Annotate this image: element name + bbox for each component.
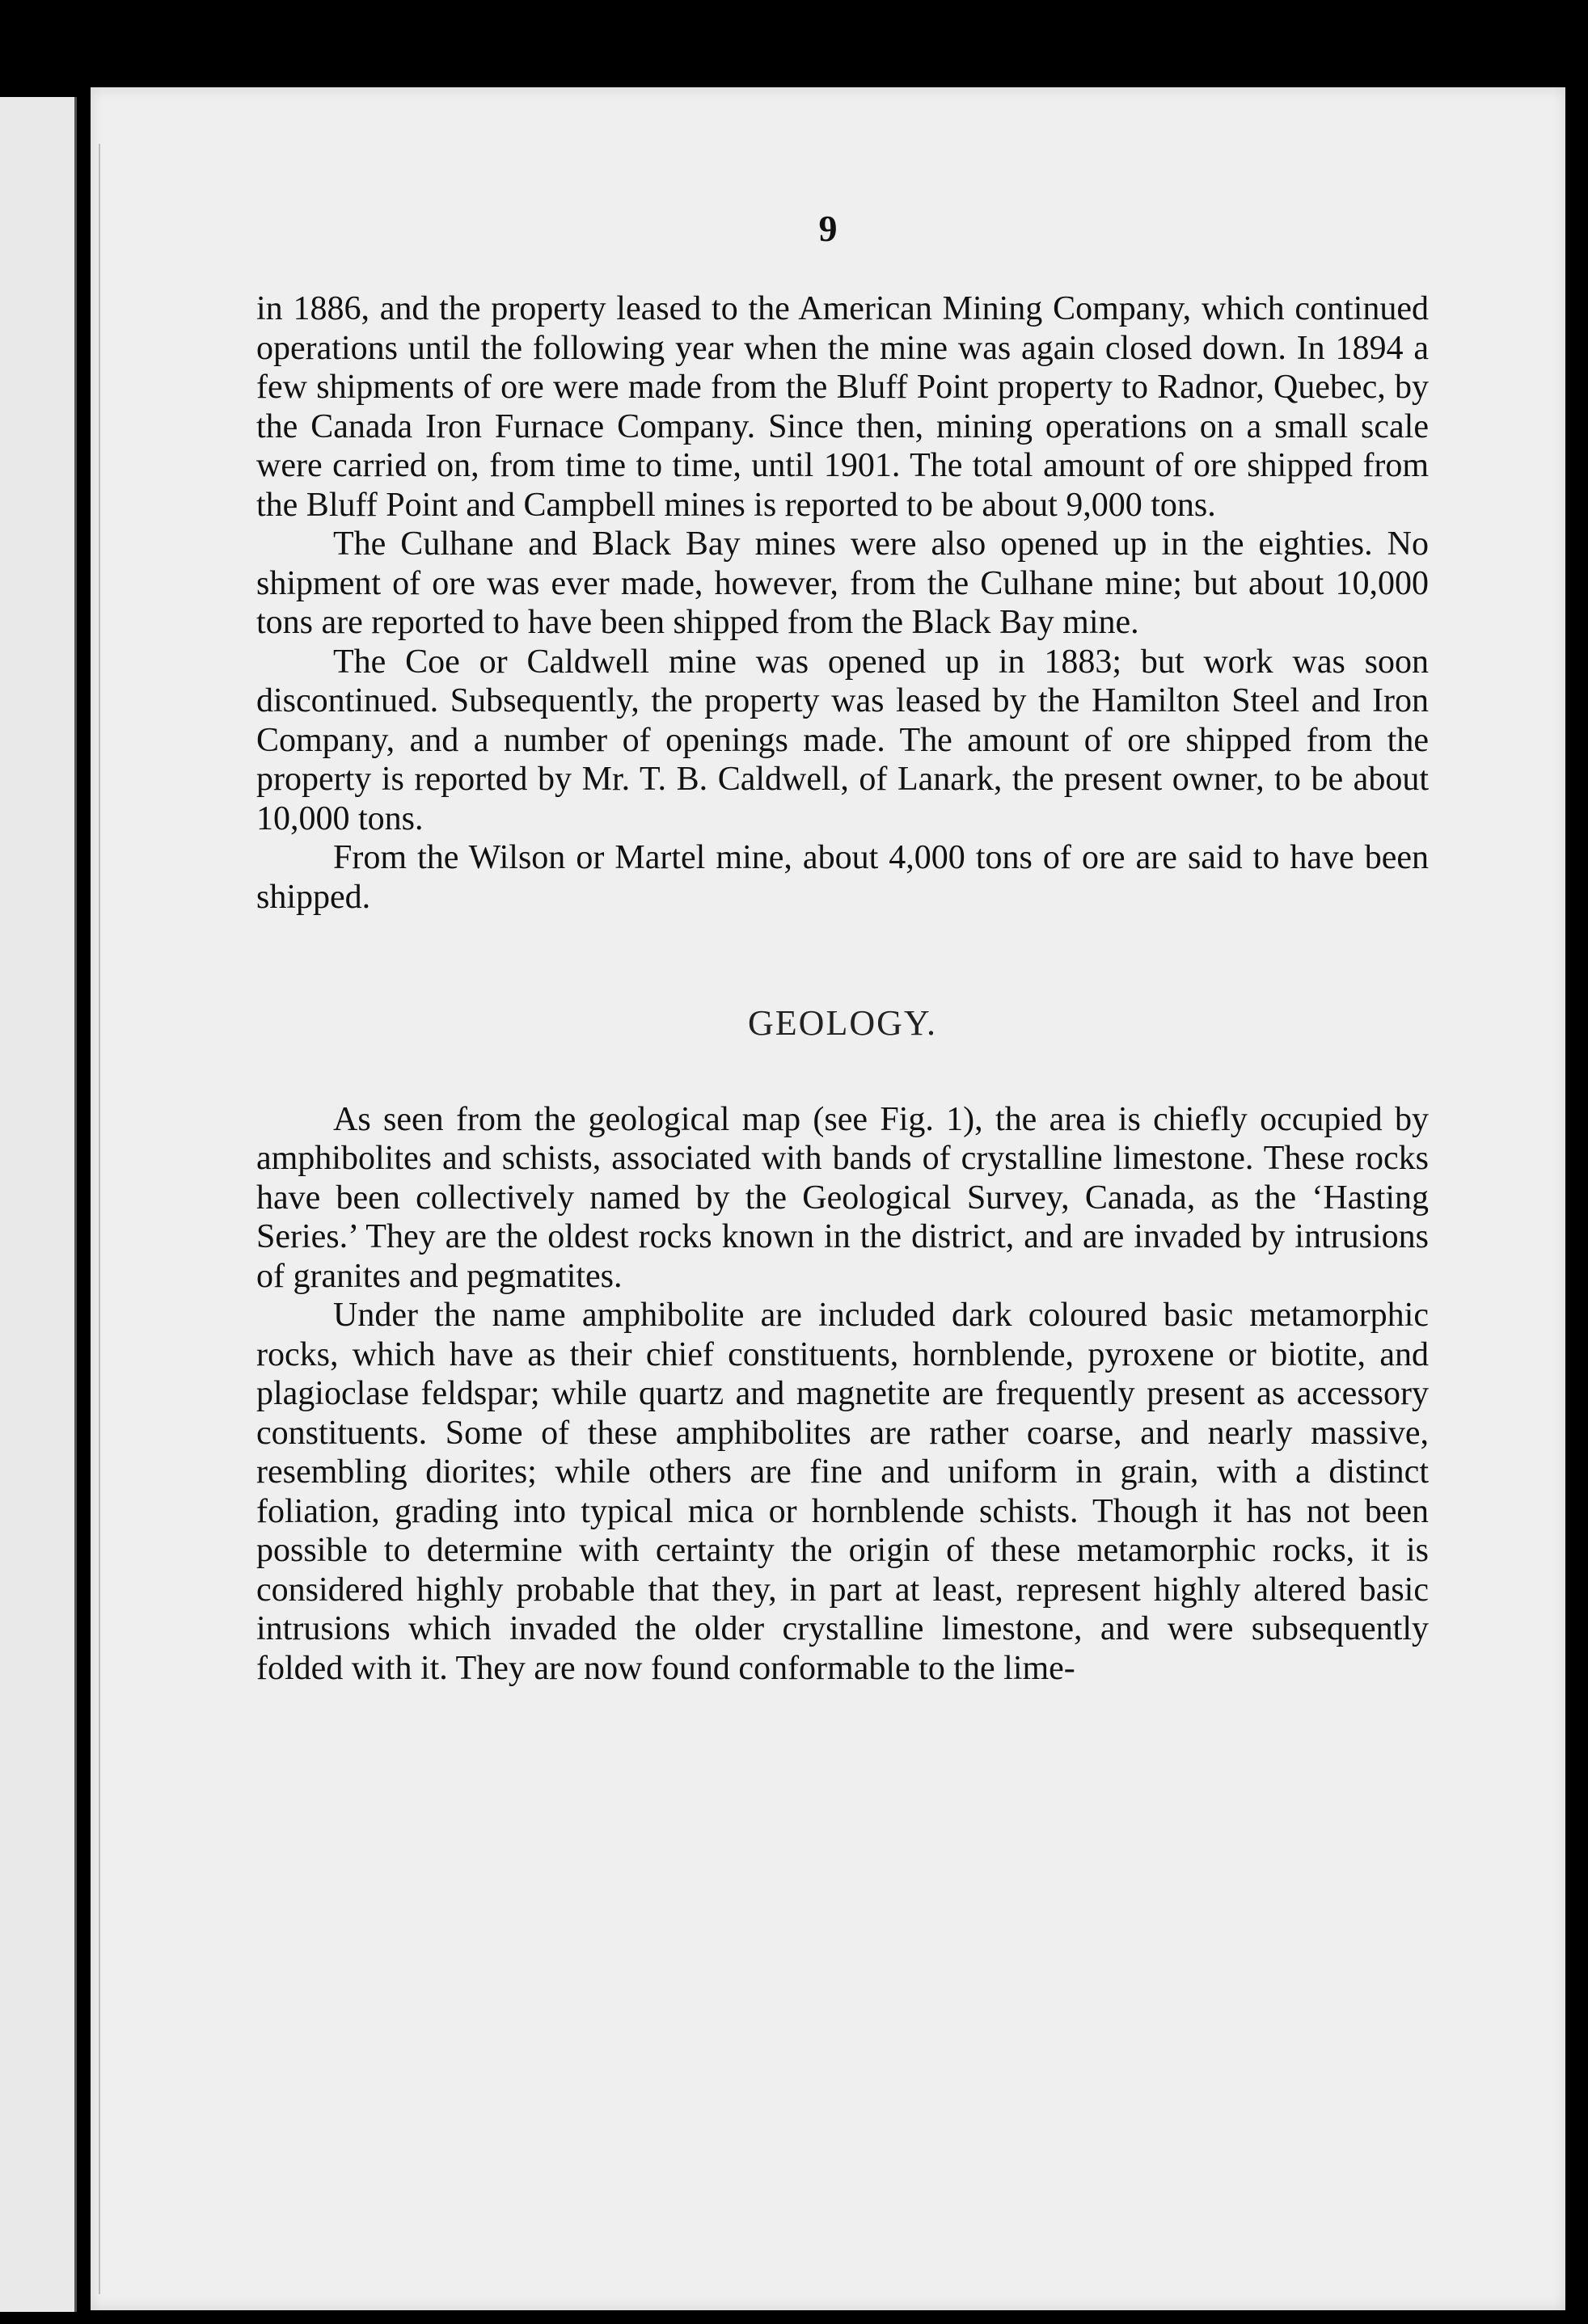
document-page	[91, 87, 1565, 2310]
paragraph: As seen from the geological map (see Fig. 1), the area is chiefly occupied by amphibolites and schists, associated with bands of crystalline limestone. These rocks have been collectively named by the Geological Survey, Canada, as the ‘Hasting Series.’ They are the oldest rocks known in the district, and are invaded by intrusions of granites and pegmatites.	[256, 1100, 1429, 1295]
paragraph: in 1886, and the property leased to the American Mining Company, which continued operations until the following year when the mine was again closed down. In 1894 a few shipments of ore were made from the Bluff Point property to Radnor, Quebec, by the Canada Iron Furnace Company. Since then, mining operations on a small scale were carried on, from time to time, until 1901. The total amount of ore shipped from the Bluff Point and Campbell mines is reported to be about 9,000 tons.	[256, 290, 1429, 524]
page-number: 9	[818, 208, 838, 249]
paragraph: From the Wilson or Martel mine, about 4,000 tons of ore are said to have been shipped.	[256, 839, 1429, 916]
paragraph: Under the name amphibolite are included dark coloured basic metamorphic rocks, which have as their chief constituents, hornblende, pyroxene or biotite, and plagioclase feldspar; while quartz and magnetite are frequently present as accessory constituents. Some of these amphibolites are rather coarse, and nearly massive, resembling diorites; while others are fine and uniform in grain, with a distinct foliation, grading into typical mica or hornblende schists. Though it has not been possible to determine with certainty the origin of these metamorphic rocks, it is considered highly probable that they, in part at least, represent highly altered basic intrusions which invaded the older crystalline limestone, and were subsequently folded with it. They are now found conformable to the lime-	[256, 1297, 1429, 1687]
paragraph: The Culhane and Black Bay mines were also opened up in the eighties. No shipment of ore was ever made, however, from the Culhane mine; but about 10,000 tons are reported to have been shipped from the Black Bay mine.	[256, 525, 1429, 641]
page-fold-line	[99, 144, 100, 2294]
paragraph: The Coe or Caldwell mine was opened up in 1883; but work was soon discontinued. Subsequently, the property was leased by the Hamilton Steel and Iron Company, and a number of openings made. The amount of ore shipped from the property is reported by Mr. T. B. Caldwell, of Lanark, the present owner, to be about 10,000 tons.	[256, 643, 1429, 837]
section-heading: GEOLOGY.	[748, 1003, 937, 1043]
body-text	[256, 289, 1429, 1688]
left-page-edge	[0, 97, 77, 2312]
